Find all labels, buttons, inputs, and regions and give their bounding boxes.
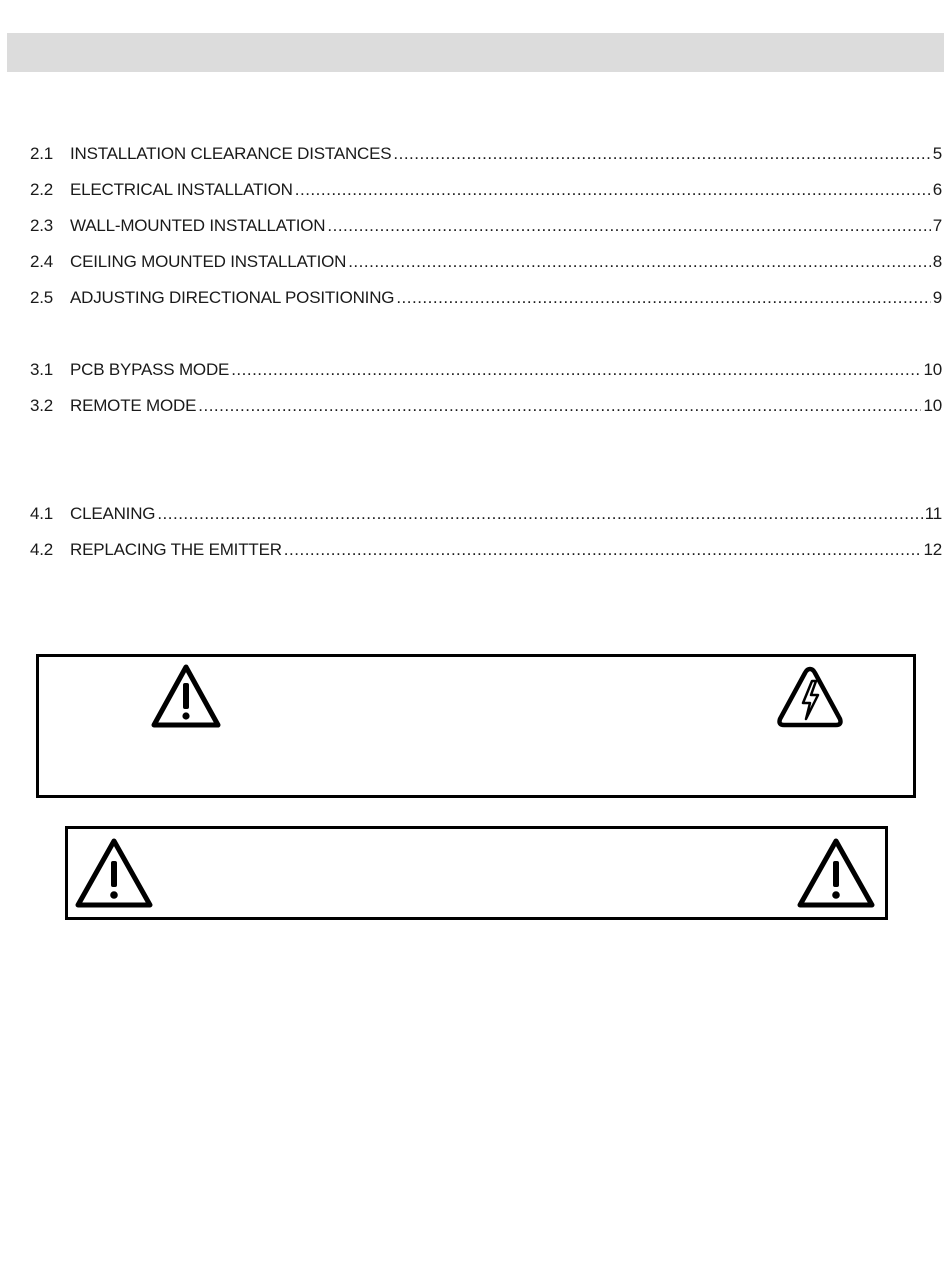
toc-entry-title: ADJUSTING DIRECTIONAL POSITIONING xyxy=(70,288,395,307)
toc-entry-number: 2.4 xyxy=(30,252,54,271)
toc-entry-number: 4.1 xyxy=(30,504,54,523)
warning-box xyxy=(36,654,916,798)
toc-entry-page: 11 xyxy=(924,504,942,523)
toc-entry[interactable] xyxy=(30,180,942,216)
toc-entry-number: 2.1 xyxy=(30,144,54,163)
warning-triangle-icon xyxy=(150,663,222,729)
toc-leader-dots xyxy=(327,216,930,236)
toc-entry-page: 8 xyxy=(932,252,942,271)
table-of-contents xyxy=(30,144,942,612)
toc-leader-dots xyxy=(231,360,921,380)
header-bar xyxy=(7,33,944,72)
toc-entry-page: 9 xyxy=(932,288,942,307)
toc-entry[interactable] xyxy=(30,252,942,288)
toc-group-maintenance xyxy=(30,504,942,576)
toc-group-operation xyxy=(30,360,942,432)
toc-entry[interactable] xyxy=(30,216,942,252)
toc-entry[interactable] xyxy=(30,504,942,540)
toc-entry-title: INSTALLATION CLEARANCE DISTANCES xyxy=(70,144,392,163)
toc-entry-number: 3.2 xyxy=(30,396,54,415)
toc-group-installation xyxy=(30,144,942,324)
warning-triangle-icon xyxy=(796,837,876,909)
toc-leader-dots xyxy=(348,252,931,272)
toc-entry-page: 10 xyxy=(923,360,942,379)
toc-entry-page: 10 xyxy=(923,396,942,415)
toc-leader-dots xyxy=(396,288,930,308)
toc-entry-title: PCB BYPASS MODE xyxy=(70,360,230,379)
toc-entry-title: CLEANING xyxy=(70,504,156,523)
toc-entry-title: ELECTRICAL INSTALLATION xyxy=(70,180,293,199)
toc-entry[interactable] xyxy=(30,288,942,324)
toc-entry-title: REMOTE MODE xyxy=(70,396,197,415)
toc-entry[interactable] xyxy=(30,144,942,180)
toc-entry-page: 5 xyxy=(932,144,942,163)
toc-entry-number: 2.3 xyxy=(30,216,54,235)
toc-entry[interactable] xyxy=(30,396,942,432)
toc-entry-number: 3.1 xyxy=(30,360,54,379)
toc-entry[interactable] xyxy=(30,540,942,576)
electrical-hazard-icon xyxy=(776,665,844,729)
toc-entry-title: WALL-MOUNTED INSTALLATION xyxy=(70,216,326,235)
caution-box xyxy=(65,826,888,920)
warning-triangle-icon xyxy=(74,837,154,909)
toc-leader-dots xyxy=(393,144,930,164)
toc-entry-page: 6 xyxy=(932,180,942,199)
toc-entry-page: 12 xyxy=(923,540,942,559)
toc-entry-title: REPLACING THE EMITTER xyxy=(70,540,282,559)
toc-entry-title: CEILING MOUNTED INSTALLATION xyxy=(70,252,347,271)
toc-leader-dots xyxy=(198,396,921,416)
toc-leader-dots xyxy=(157,504,922,524)
toc-entry[interactable] xyxy=(30,360,942,396)
toc-entry-number: 2.5 xyxy=(30,288,54,307)
toc-entry-number: 2.2 xyxy=(30,180,54,199)
toc-leader-dots xyxy=(284,540,922,560)
toc-leader-dots xyxy=(295,180,931,200)
toc-entry-number: 4.2 xyxy=(30,540,54,559)
toc-entry-page: 7 xyxy=(932,216,942,235)
